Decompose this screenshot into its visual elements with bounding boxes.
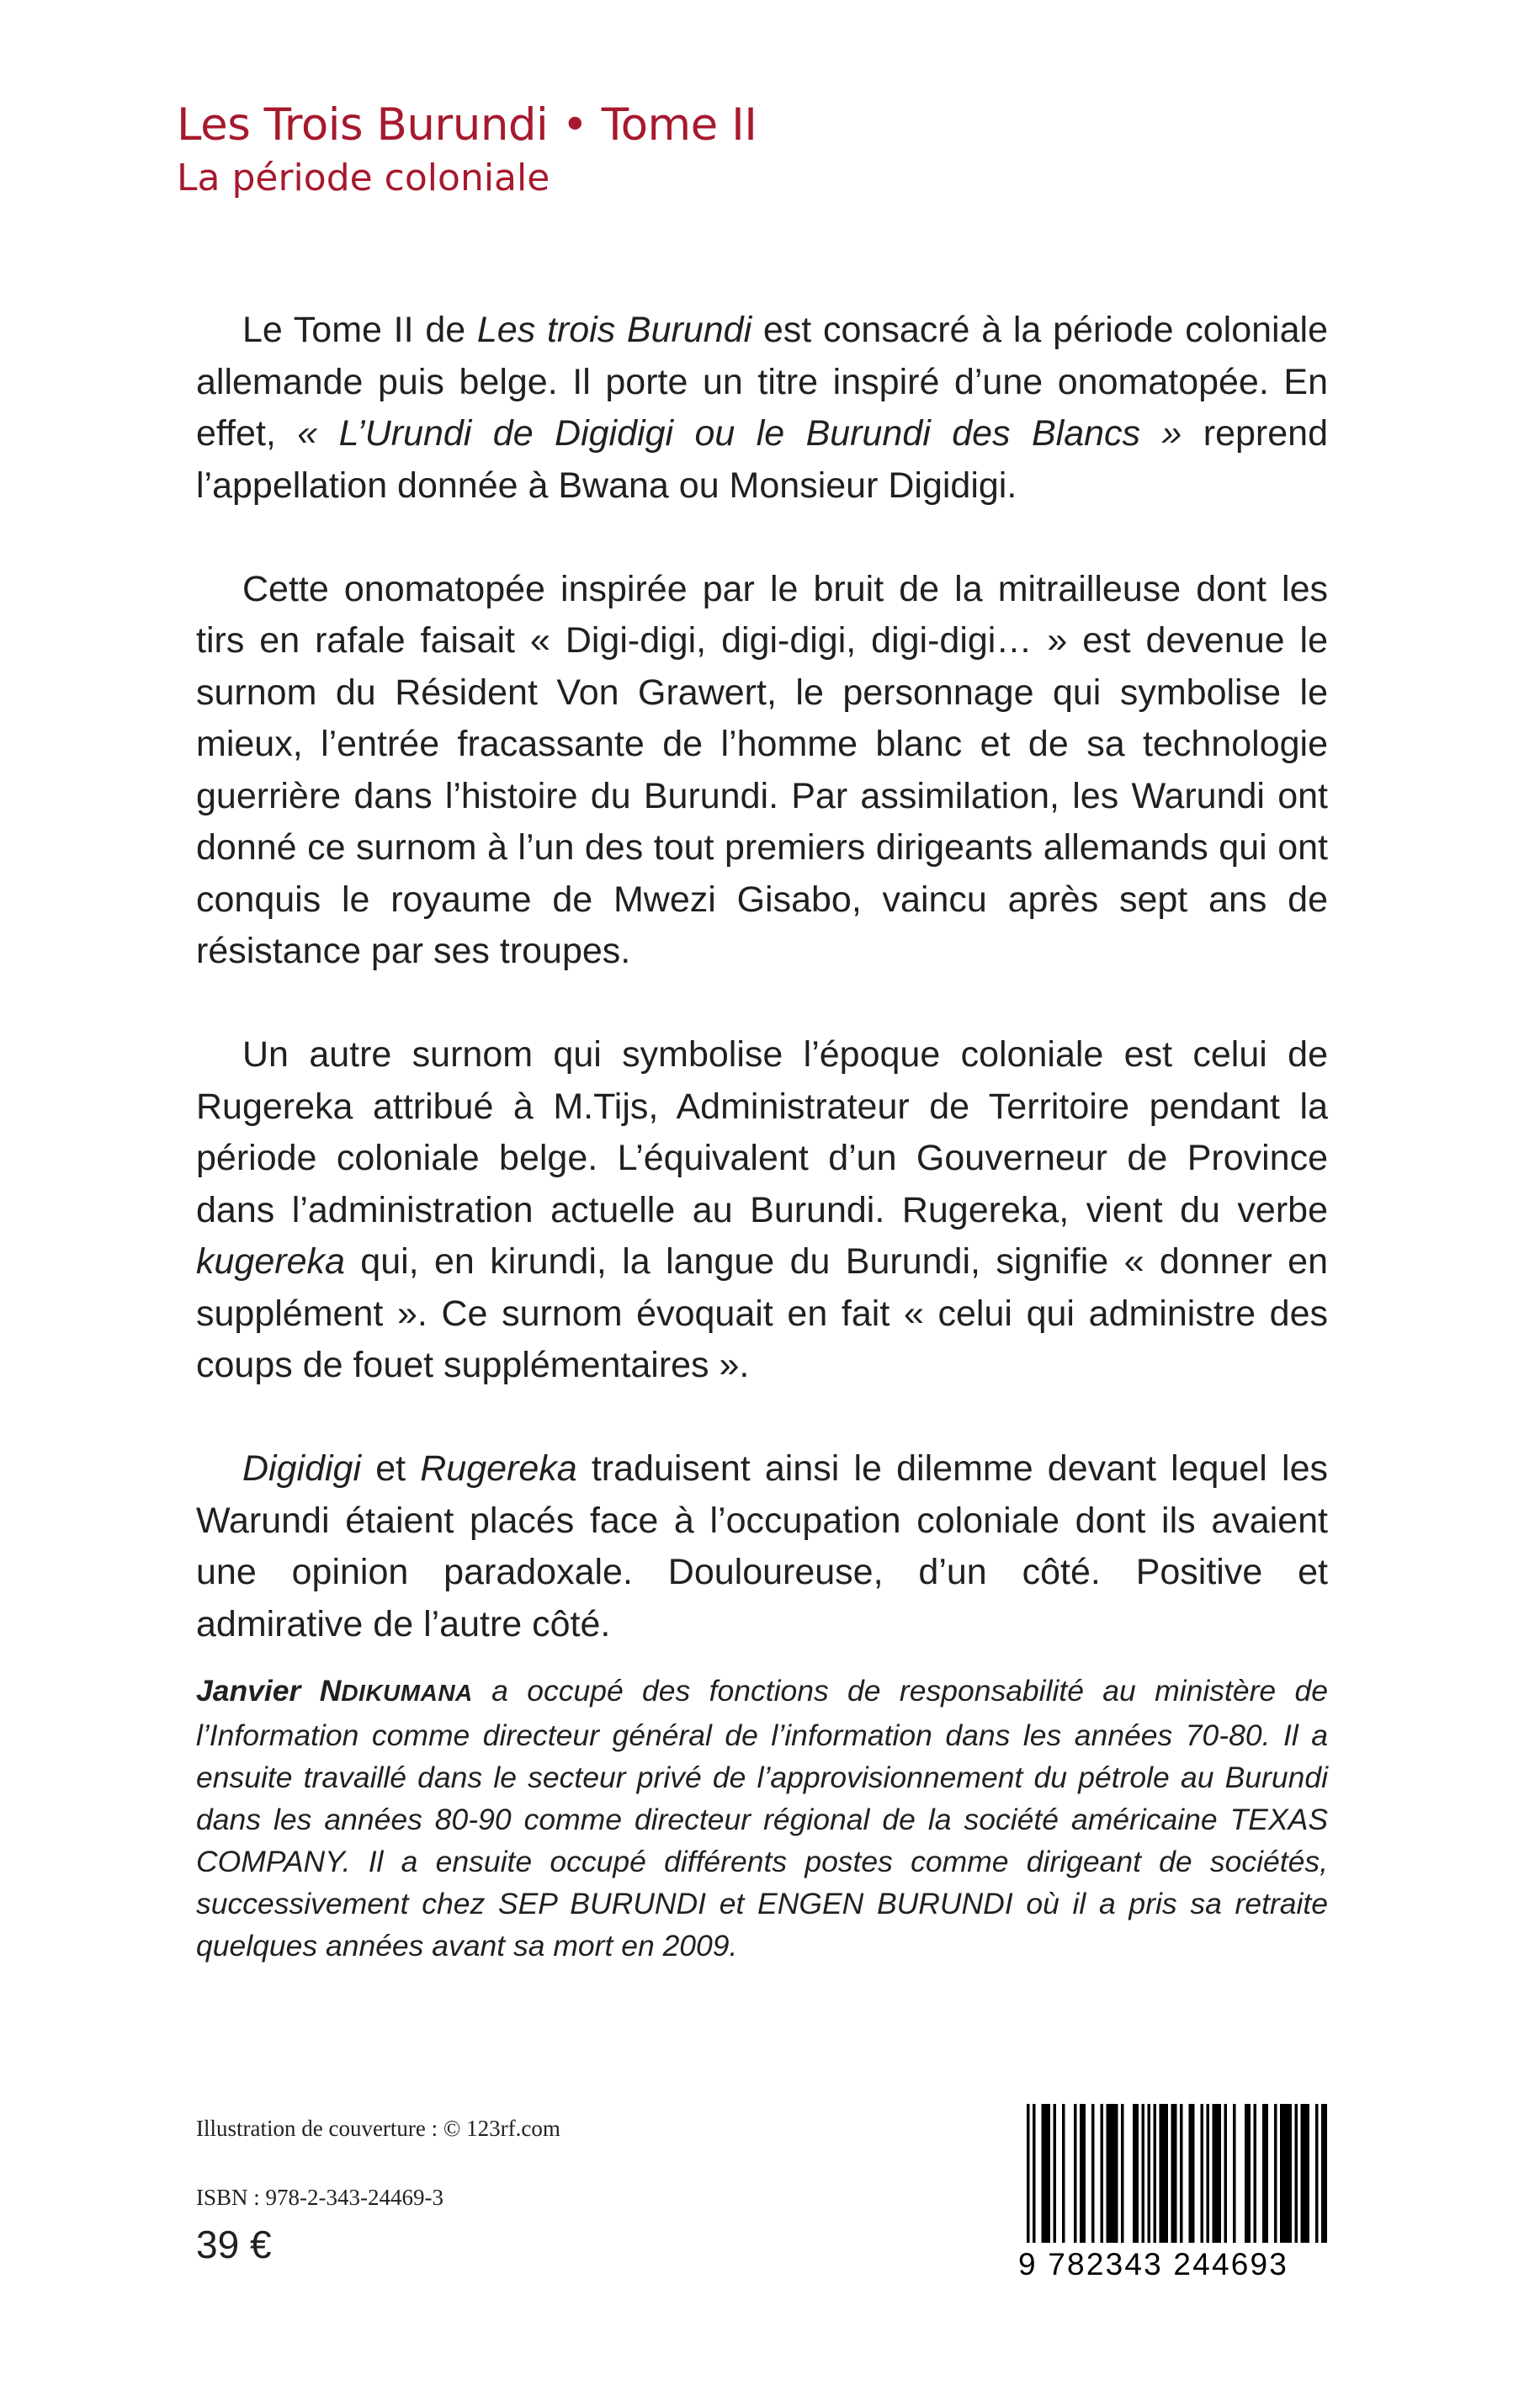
barcode [1018,2104,1330,2285]
barcode-bar [1160,2104,1169,2243]
barcode-bar [1062,2104,1065,2243]
barcode-bar [1254,2104,1257,2243]
author-last-initial: N [319,1674,342,1708]
barcode-bar [1033,2104,1036,2243]
barcode-bars [1018,2104,1330,2249]
barcode-bar [1262,2104,1268,2243]
barcode-bar [1321,2104,1327,2243]
barcode-bar [1280,2104,1292,2243]
p1-quoted-title: « L’Urundi de Digidigi ou le Burundi des Blancs » [297,413,1182,454]
barcode-bar [1207,2104,1210,2243]
series-title: Les Trois Burundi • Tome II [177,99,757,151]
author-name [196,1674,473,1708]
p4-text-2: traduisent ainsi le dilemme devant lequel les Warundi étaient placés face à l’occupation coloniale dont ils avaient une opinion paradoxale. Douloureuse, d’un côté. Positive et admirative de l’autre côté. [196,1448,1328,1644]
barcode-bar [1315,2104,1319,2243]
author-first-name: Janvier [196,1674,320,1708]
paragraph-3 [196,1029,1328,1392]
series-subtitle: La période coloniale [177,157,550,199]
barcode-bar [1101,2104,1104,2243]
barcode-bar [1301,2104,1310,2243]
barcode-bar [1274,2104,1277,2243]
summary-text [196,305,1328,1650]
author-bio-text: a occupé des fonctions de responsabilité au ministère de l’Information comme directeur général de l’information dans les années 70-80. Il a ensuite travaillé dans le secteur privé de l’approvisionnement du pétrole au Burundi dans les années 80-90 comme directeur régional de la société américaine TEXAS COMPANY. Il a ensuite occupé différents postes comme dirigeant de sociétés, successivement chez SEP BURUNDI et ENGEN BURUNDI où il a pris sa retraite quelques années avant sa mort en 2009. [196,1674,1328,1963]
barcode-bar [1091,2104,1095,2243]
p4-digidigi: Digidigi [242,1448,362,1489]
p4-text-1: et [361,1448,421,1489]
p3-text-1: Un autre surnom qui symbolise l’époque coloniale est celui de Rugereka attribué à M.Tijs, Administrateur de Territoire pendant la période coloniale belge. L’équivalent d’un Gouverneur de Province dans l’administration actuelle au Burundi. Rugereka, vient du verbe [196,1034,1328,1230]
barcode-bar [1189,2104,1195,2243]
barcode-bar [1148,2104,1151,2243]
price: 39 € [196,2223,272,2266]
barcode-bar [1154,2104,1157,2243]
barcode-bar [1180,2104,1183,2243]
p3-kugereka: kugereka [196,1241,345,1282]
barcode-bar [1133,2104,1139,2243]
isbn: ISBN : 978-2-343-24469-3 [196,2185,443,2210]
author-bio [196,1670,1328,1967]
barcode-bar [1245,2104,1251,2243]
paragraph-2: Cette onomatopée inspirée par le bruit de la mitrailleuse dont les tirs en rafale faisait « Digi-digi, digi-digi, digi-digi… » est devenue le surnom du Résident Von Grawert, le personnage qui symbolise le mieux, l’entrée fracassante de l’homme blanc et de sa technologie guerrière dans l’histoire du Burundi. Par assimilation, les Warundi ont donné ce surnom à l’un des tout premiers dirigeants allemands qui ont conquis le royaume de Mwezi Gisabo, vaincu après sept ans de résistance par ses troupes. [196,568,1328,971]
p4-rugereka: Rugereka [420,1448,577,1489]
barcode-bar [1233,2104,1236,2243]
barcode-bar [1142,2104,1145,2243]
barcode-bar [1027,2104,1030,2243]
barcode-bar [1171,2104,1177,2243]
barcode-bar [1121,2104,1124,2243]
paragraph-1 [196,305,1328,512]
barcode-bar [1074,2104,1077,2243]
barcode-bar [1295,2104,1298,2243]
author-last-rest: DIKUMANA [341,1680,473,1706]
barcode-bar [1213,2104,1222,2243]
barcode-bar [1080,2104,1086,2243]
barcode-bar [1054,2104,1057,2243]
cover-credit: Illustration de couverture : © 123rf.com [196,2116,560,2141]
paragraph-4 [196,1443,1328,1650]
p1-text-3: reprend l’appellation donnée à Bwana ou Monsieur Digidigi. [196,413,1328,506]
p3-text-2: qui, en kirundi, la langue du Burundi, signifie « donner en supplément ». Ce surnom évoquait en fait « celui qui administre des coups de fouet supplémentaires ». [196,1241,1328,1385]
barcode-bar [1224,2104,1228,2243]
p1-text-2: est consacré à la période coloniale allemande puis belge. Il porte un titre inspiré d’une onomatopée. En effet, [196,310,1328,454]
barcode-bar [1107,2104,1118,2243]
p1-text-1: Le Tome II de [242,310,477,350]
barcode-bar [1201,2104,1204,2243]
barcode-bar [1042,2104,1051,2243]
p1-book-title: Les trois Burundi [476,310,752,350]
barcode-digits: 9 782343 244693 [1018,2247,1289,2281]
